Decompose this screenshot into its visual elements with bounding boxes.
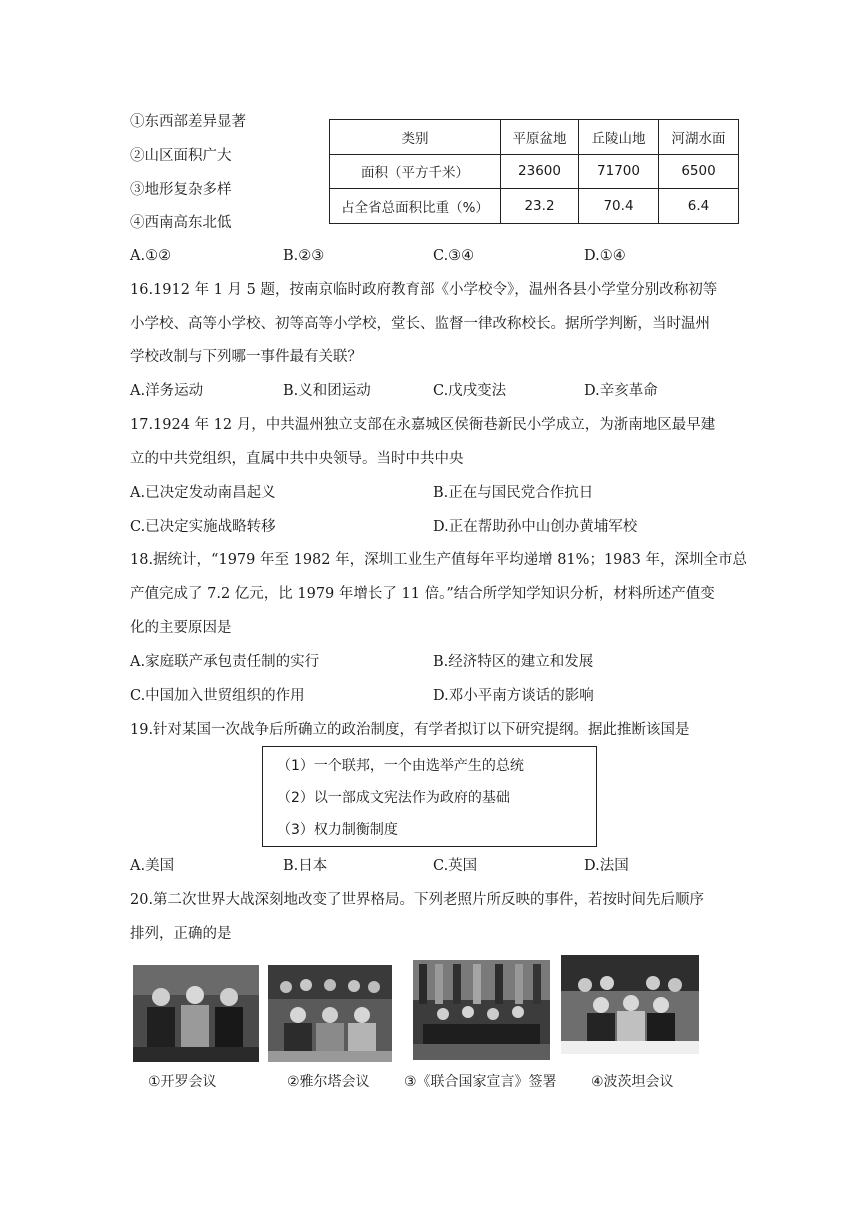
- q17-option-a[interactable]: A.已决定发动南昌起义: [130, 485, 276, 501]
- potsdam-conference-photo: [561, 955, 699, 1054]
- q15-option-c[interactable]: C.③④: [433, 248, 475, 264]
- q15-option-b[interactable]: B.②③: [283, 248, 325, 264]
- table-cell: 面积（平方千米）: [330, 154, 501, 189]
- q17-option-d[interactable]: D.正在帮助孙中山创办黄埔军校: [433, 519, 638, 535]
- q16-option-d[interactable]: D.辛亥革命: [584, 383, 658, 399]
- q19-stem-line-1: 19.针对某国一次战争后所确立的政治制度，有学者拟订以下研究提纲。据此推断该国是: [130, 722, 690, 738]
- caption-potsdam: ④波茨坦会议: [591, 1074, 674, 1090]
- un-declaration-photo: [413, 960, 550, 1060]
- q17-option-b[interactable]: B.正在与国民党合作抗日: [433, 485, 594, 501]
- caption-yalta: ②雅尔塔会议: [287, 1074, 370, 1090]
- q20-stem-line-2: 排列，正确的是: [130, 926, 232, 942]
- table-cell: 71700: [579, 154, 659, 189]
- q16-option-a[interactable]: A.洋务运动: [130, 383, 204, 399]
- q15-item-4: ④西南高东北低: [130, 215, 232, 231]
- yalta-conference-photo: [268, 965, 392, 1062]
- q18-option-c[interactable]: C.中国加入世贸组织的作用: [130, 688, 305, 704]
- table-header-cell: 河湖水面: [659, 120, 739, 155]
- q17-stem-line-2: 立的中共党组织，直属中共中央领导。当时中共中央: [130, 451, 464, 467]
- q17-option-c[interactable]: C.已决定实施战略转移: [130, 519, 276, 535]
- q18-option-b[interactable]: B.经济特区的建立和发展: [433, 654, 594, 670]
- q16-stem-line-3: 学校改制与下列哪一事件最有关联？: [130, 349, 362, 365]
- table-cell: 6.4: [659, 189, 739, 224]
- q20-stem-line-1: 20.第二次世界大战深刻地改变了世界格局。下列老照片所反映的事件，若按时间先后顺序: [130, 892, 705, 908]
- q19-option-c[interactable]: C.英国: [433, 858, 478, 874]
- q16-option-c[interactable]: C.戊戌变法: [433, 383, 507, 399]
- research-outline-box: [262, 746, 597, 847]
- table-header-cell: 类别: [330, 120, 501, 155]
- outline-item-3: （3）权力制衡制度: [277, 822, 398, 838]
- q15-item-1: ①东西部差异显著: [130, 114, 246, 130]
- q16-option-b[interactable]: B.义和团运动: [283, 383, 371, 399]
- q19-option-a[interactable]: A.美国: [130, 858, 175, 874]
- q18-option-d[interactable]: D.邓小平南方谈话的影响: [433, 688, 594, 704]
- table-header-row: [330, 120, 739, 155]
- table-row: [330, 189, 739, 224]
- table-cell: 占全省总面积比重（%）: [330, 189, 501, 224]
- q15-option-d[interactable]: D.①④: [584, 248, 626, 264]
- outline-item-1: （1）一个联邦，一个由选举产生的总统: [277, 758, 524, 774]
- q15-item-3: ③地形复杂多样: [130, 182, 232, 198]
- q18-stem-line-3: 化的主要原因是: [130, 620, 232, 636]
- q19-option-d[interactable]: D.法国: [584, 858, 629, 874]
- table-cell: 23.2: [501, 189, 579, 224]
- q18-stem-line-1: 18.据统计，“1979 年至 1982 年，深圳工业生产值每年平均递增 81%；1983 年，深圳全市总: [130, 552, 747, 568]
- table-cell: 70.4: [579, 189, 659, 224]
- outline-item-2: （2）以一部成文宪法作为政府的基础: [277, 790, 510, 806]
- q15-item-2: ②山区面积广大: [130, 148, 232, 164]
- q16-stem-line-2: 小学校、高等小学校、初等高等小学校，堂长、监督一律改称校长。据所学判断，当时温州: [130, 316, 710, 332]
- q18-option-a[interactable]: A.家庭联产承包责任制的实行: [130, 654, 320, 670]
- q16-stem-line-1: 16.1912 年 1 月 5 题，按南京临时政府教育部《小学校令》，温州各县小学堂分别改称初等: [130, 282, 718, 298]
- cairo-conference-photo: [133, 965, 259, 1062]
- terrain-area-table: [329, 119, 739, 224]
- table-cell: 23600: [501, 154, 579, 189]
- q15-option-a[interactable]: A.①②: [130, 248, 172, 264]
- caption-cairo: ①开罗会议: [148, 1074, 217, 1090]
- q17-stem-line-1: 17.1924 年 12 月，中共温州独立支部在永嘉城区侯衙巷新民小学成立，为浙南地区最早建: [130, 417, 716, 433]
- caption-un-declaration: ③《联合国家宣言》签署: [404, 1074, 557, 1090]
- q18-stem-line-2: 产值完成了 7.2 亿元，比 1979 年增长了 11 倍。”结合所学知学知识分析，材料所述产值变: [130, 586, 715, 602]
- q19-option-b[interactable]: B.日本: [283, 858, 328, 874]
- table-header-cell: 平原盆地: [501, 120, 579, 155]
- table-row: [330, 154, 739, 189]
- table-cell: 6500: [659, 154, 739, 189]
- table-header-cell: 丘陵山地: [579, 120, 659, 155]
